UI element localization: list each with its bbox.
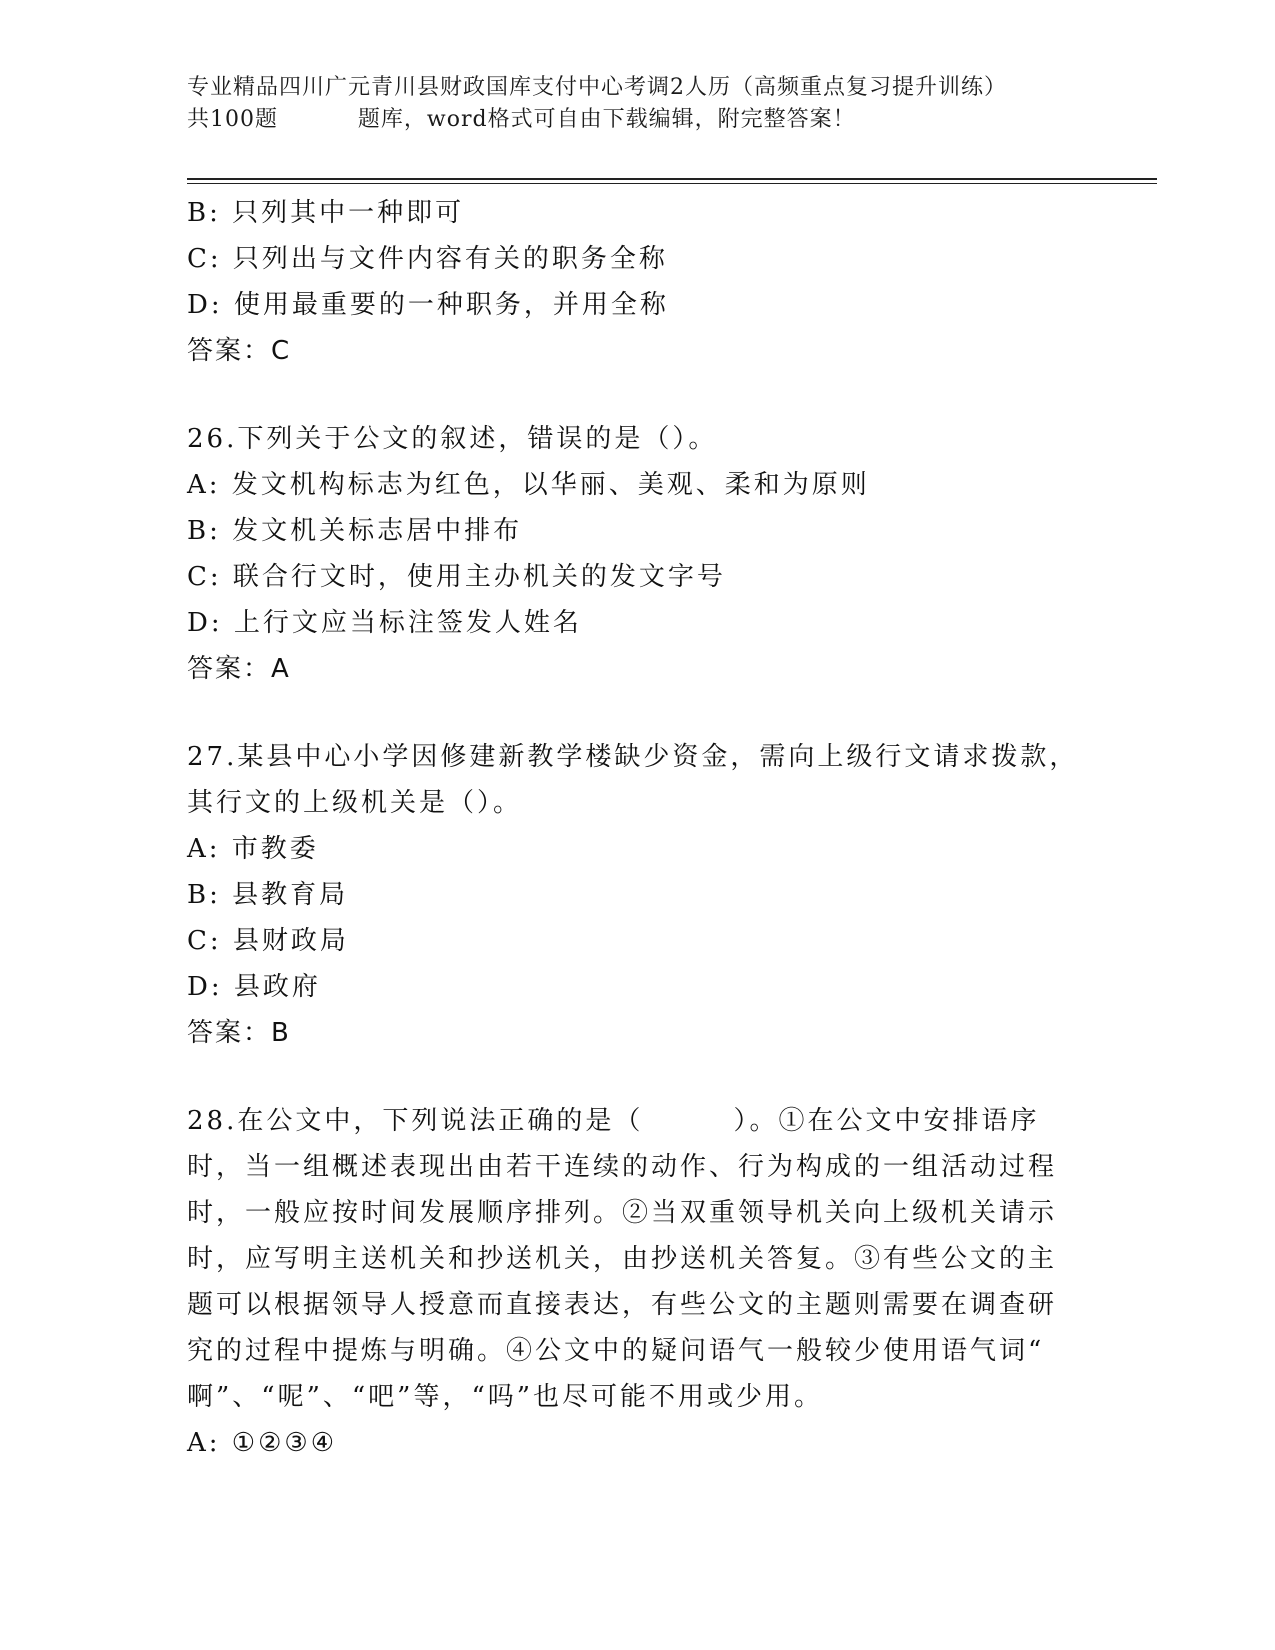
answer-line: 答案：A bbox=[187, 654, 291, 684]
question-stem-line: 时，一般应按时间发展顺序排列。②当双重领导机关向上级机关请示 bbox=[187, 1198, 1058, 1228]
option-b: B: 县教育局 bbox=[187, 880, 349, 910]
option-a: A: 市教委 bbox=[187, 834, 319, 864]
option-a: A: ①②③④ bbox=[187, 1428, 338, 1458]
question-stem-line: 28.在公文中，下列说法正确的是（ ）。①在公文中安排语序 bbox=[187, 1106, 1040, 1136]
question-27 bbox=[187, 734, 1087, 1056]
option-b: B: 发文机关标志居中排布 bbox=[187, 516, 523, 546]
option-d: D: 县政府 bbox=[187, 972, 321, 1002]
option-c: C: 联合行文时，使用主办机关的发文字号 bbox=[187, 562, 726, 592]
question-content bbox=[187, 190, 1087, 1466]
question-stem-line: 时，应写明主送机关和抄送机关，由抄送机关答复。③有些公文的主 bbox=[187, 1244, 1058, 1274]
header-divider-thick bbox=[187, 178, 1157, 180]
spacer bbox=[187, 374, 1087, 416]
question-stem: 26.下列关于公文的叙述，错误的是（）。 bbox=[187, 424, 718, 454]
question-26 bbox=[187, 416, 1087, 692]
spacer bbox=[187, 1056, 1087, 1098]
header-title-line: 专业精品四川广元青川县财政国库支付中心考调2人历（高频重点复习提升训练） bbox=[187, 75, 1007, 100]
option-d: D: 上行文应当标注签发人姓名 bbox=[187, 608, 582, 638]
option-c: C: 只列出与文件内容有关的职务全称 bbox=[187, 244, 668, 274]
question-stem-line: 究的过程中提炼与明确。④公文中的疑问语气一般较少使用语气词“ bbox=[187, 1336, 1045, 1366]
question-28 bbox=[187, 1098, 1087, 1466]
option-d: D: 使用最重要的一种职务，并用全称 bbox=[187, 290, 669, 320]
answer-line: 答案：C bbox=[187, 336, 292, 366]
option-b: B: 只列其中一种即可 bbox=[187, 198, 465, 228]
header-subtitle-line: 共100题 题库，word格式可自由下载编辑，附完整答案！ bbox=[187, 107, 856, 132]
option-a: A: 发文机构标志为红色，以华丽、美观、柔和为原则 bbox=[187, 470, 870, 500]
question-25-tail bbox=[187, 190, 1087, 374]
answer-line: 答案：B bbox=[187, 1018, 291, 1048]
document-header bbox=[187, 72, 1087, 136]
option-c: C: 县财政局 bbox=[187, 926, 349, 956]
question-stem-line: 时，当一组概述表现出由若干连续的动作、行为构成的一组活动过程 bbox=[187, 1152, 1058, 1182]
question-stem-line: 27.某县中心小学因修建新教学楼缺少资金，需向上级行文请求拨款， bbox=[187, 742, 1079, 772]
question-stem-line: 题可以根据领导人授意而直接表达，有些公文的主题则需要在调查研 bbox=[187, 1290, 1058, 1320]
question-stem-line: 其行文的上级机关是（）。 bbox=[187, 788, 523, 818]
spacer bbox=[187, 692, 1087, 734]
header-divider-thin bbox=[187, 183, 1157, 184]
question-stem-line: 啊”、“呢”、“吧”等，“吗”也尽可能不用或少用。 bbox=[187, 1382, 824, 1412]
